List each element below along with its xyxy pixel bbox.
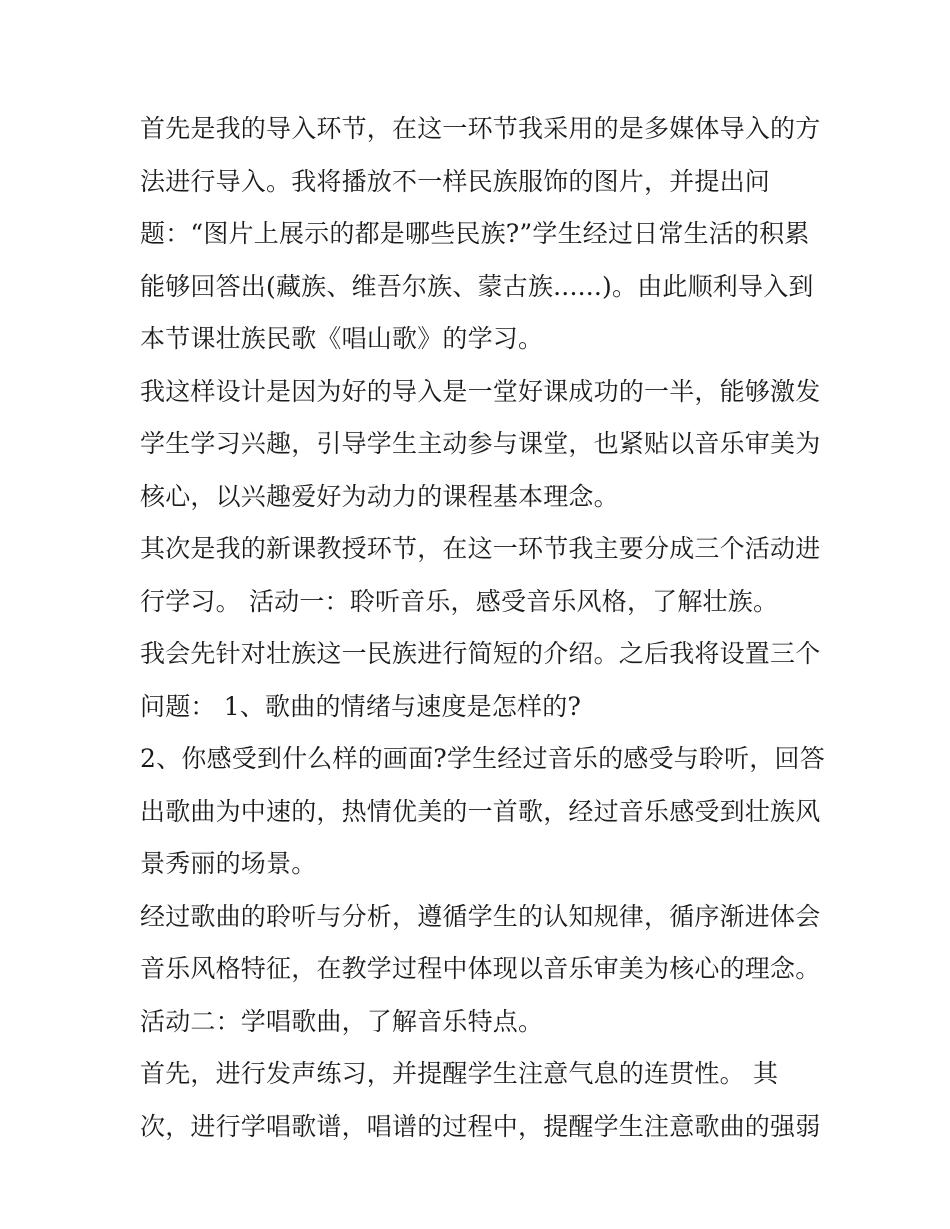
text-line: 我会先针对壮族这一民族进行简短的介绍。之后我将设置三个 — [140, 639, 821, 668]
text-line: 首先是我的导入环节，在这一环节我采用的是多媒体导入的方 — [140, 114, 821, 143]
text-line: 次，进行学唱歌谱，唱谱的过程中，提醒学生注意歌曲的强弱 — [140, 1111, 821, 1141]
text-line: 经过歌曲的聆听与分析，遵循学生的认知规律，循序渐进体会 — [140, 901, 821, 931]
text-line: 2、你感受到什么样的画面?学生经过音乐的感受与聆听，回答 — [140, 744, 825, 773]
text-line: 我这样设计是因为好的导入是一堂好课成功的一半，能够激发 — [140, 376, 821, 406]
text-line: 活动二：学唱歌曲，了解音乐特点。 — [140, 1006, 544, 1036]
text-line: 核心，以兴趣爱好为动力的课程基本理念。 — [140, 481, 619, 511]
text-line: 能够回答出(藏族、维吾尔族、蒙古族......)。由此顺利导入到 — [140, 271, 814, 301]
document-body — [140, 103, 825, 1153]
text-line: 问题： 1、歌曲的情绪与速度是怎样的? — [140, 691, 582, 721]
text-line: 首先，进行发声练习，并提醒学生注意气息的连贯性。 其 — [140, 1059, 779, 1088]
text-line: 学生学习兴趣，引导学生主动参与课堂，也紧贴以音乐审美为 — [140, 429, 821, 458]
text-line: 出歌曲为中速的，热情优美的一首歌，经过音乐感受到壮族风 — [140, 796, 821, 826]
text-line: 其次是我的新课教授环节，在这一环节我主要分成三个活动进 — [140, 534, 821, 563]
text-line: 景秀丽的场景。 — [140, 849, 317, 878]
text-line: 本节课壮族民歌《唱山歌》的学习。 — [140, 324, 544, 353]
text-line: 行学习。 活动一：聆听音乐，感受音乐风格，了解壮族。 — [140, 586, 779, 616]
text-line: 音乐风格特征，在教学过程中体现以音乐审美为核心的理念。 — [140, 954, 821, 983]
text-line: 题：“图片上展示的都是哪些民族?”学生经过日常生活的积累 — [140, 219, 810, 248]
text-line: 法进行导入。我将播放不一样民族服饰的图片，并提出问 — [140, 166, 771, 196]
